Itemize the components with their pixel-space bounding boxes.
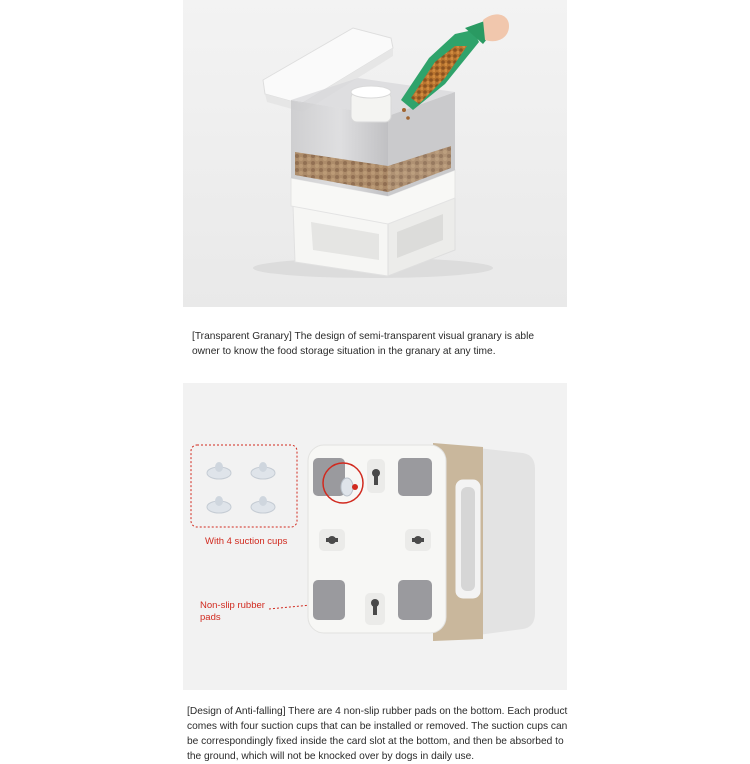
card-slot: [367, 459, 385, 493]
card-slot: [405, 529, 431, 551]
feeder-side: [433, 443, 535, 641]
center-cylinder: [351, 86, 391, 122]
anti-falling-caption: [Design of Anti-falling] There are 4 non-slip rubber pads on the bottom. Each product comes with four suction cups that can be installed or removed. The suction cups can be correspondingly fixed inside the card slot at the bottom, and then be absorbed to the ground, which will not be knocked over by dogs in daily use.: [187, 706, 568, 762]
granary-illustration: [183, 0, 567, 307]
card-slot: [365, 593, 385, 625]
rubber-pad: [398, 580, 432, 620]
rubber-pad: [313, 580, 345, 620]
granary-caption: [Transparent Granary] The design of semi-transparent visual granary is able owner to know the food storage situation in the granary at any time.: [192, 331, 535, 357]
suction-cups-label: With 4 suction cups: [205, 536, 288, 547]
feeder-bottom: [308, 445, 446, 633]
rubber-pads-label: Non-slip rubber pads: [200, 600, 265, 623]
granary-product-image: [183, 0, 567, 307]
card-slot: [319, 529, 345, 551]
rubber-pad: [398, 458, 432, 496]
